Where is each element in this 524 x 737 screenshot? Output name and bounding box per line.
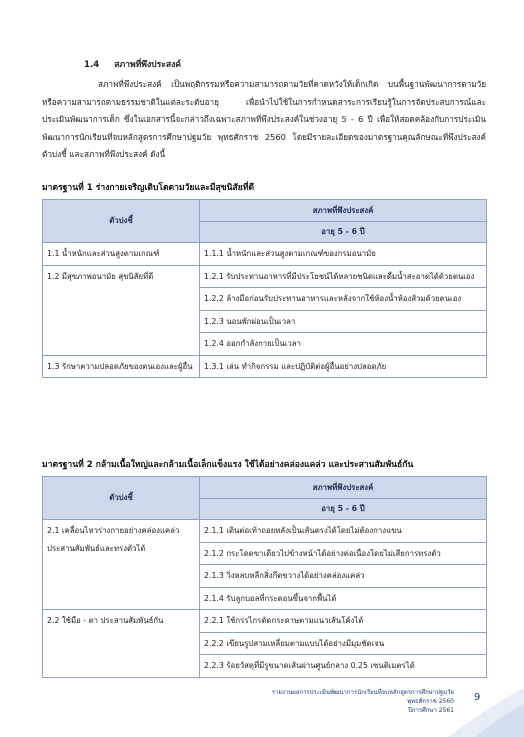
desired-cell: 2.1.2 กระโดดขาเดียวไปข้างหน้าได้อย่างต่อเนื่องโดยไม่เสียการทรงตัว [200,542,487,565]
page-number: 9 [474,692,481,703]
standard1-table [42,199,487,378]
header-desired: สภาพที่พึงประสงค์ [200,200,487,222]
desired-cell: 1.2.3 นอนพักผ่อนเป็นเวลา [200,310,487,333]
desired-cell: 2.2.2 เขียนรูปสามเหลี่ยมตามแบบได้อย่างมีมุมชัดเจน [200,632,487,655]
section-title: สภาพที่พึงประสงค์ [114,60,182,70]
paragraph-text: สภาพที่พึงประสงค์ เป็นพฤติกรรมหรือความสามารถตามวัยที่คาดหวังให้เด็กเกิด บนพื้นฐานพัฒนาการตามวัยหรือความสามารถตามธรรมชาติในแต่ละระดับอายุ เพื่อนำไปใช้ในการกำหนดสาระการเรียนรู้ในการจัดประสบการณ์และประเมินพัฒนาการเด็ก ซึ่งในเอกสารนี้จะกล่าวถึงเฉพาะสภาพที่พึงประสงค์ในช่วงอายุ 5 - 6 ปี เพื่อให้สอดคล้องกับการประเมินพัฒนาการนักเรียนที่จบหลักสูตรการศึกษาปฐมวัย พุทธศักราช 2560 โดยมีรายละเอียดของมาตรฐานคุณลักษณะที่พึงประสงค์ ตัวบ่งชี้ และสภาพที่พึงประสงค์ ดังนี้ [42,79,486,160]
indicator-cell: 1.2 มีสุขภาพอนามัย สุขนิสัยที่ดี [43,265,200,355]
desired-cell: 2.1.4 รับลูกบอลที่กระดอนขึ้นจากพื้นได้ [200,587,487,610]
desired-cell: 2.2.1 ใช้กรรไกรตัดกระดาษตามแนวเส้นโค้งได้ [200,610,487,633]
table-row [43,243,487,266]
header-indicator: ตัวบ่งชี้ [43,200,200,243]
section-heading [84,57,181,71]
table-row [43,355,487,378]
header-age: อายุ 5 - 6 ปี [200,499,487,520]
header-desired: สภาพที่พึงประสงค์ [200,477,487,499]
footer-line1: รายงานผลการประเมินพัฒนาการนักเรียนที่จบหลักสูตรการศึกษาปฐมวัย พุทธศักราช 2560 [271,689,454,705]
indicator-cell: 2.1 เคลื่อนไหวร่างกายอย่างคล่องแคล่ว ประสานสัมพันธ์และทรงตัวได้ [43,520,200,610]
header-age: อายุ 5 - 6 ปี [200,222,487,243]
desired-cell: 1.2.1 รับประทานอาหารที่มีประโยชน์ได้หลายชนิดและดื่มน้ำสะอาดได้ด้วยตนเอง [200,265,487,288]
indicator-cell: 1.3 รักษาความปลอดภัยของตนเองและผู้อื่น [43,355,200,378]
indicator-cell: 2.2 ใช้มือ - ตา ประสานสัมพันธ์กัน [43,610,200,678]
header-indicator: ตัวบ่งชี้ [43,477,200,520]
desired-cell: 1.1.1 น้ำหนักและส่วนสูงตามเกณฑ์ของกรมอนามัย [200,243,487,266]
table-row [43,265,487,288]
section-number: 1.4 [84,60,100,70]
desired-cell: 2.2.3 ร้อยวัสดุที่มีรูขนาดเส้นผ่านศูนย์กลาง 0.25 เซนติเมตรได้ [200,655,487,678]
table-row [43,520,487,543]
desired-cell: 1.2.2 ล้างมือก่อนรับประทานอาหารและหลังจากใช้ห้องน้ำห้องส้วมด้วยตนเอง [200,288,487,311]
standard1-title: มาตรฐานที่ 1 ร่างกายเจริญเติบโตตามวัยและมีสุขนิสัยที่ดี [42,183,255,193]
table-row [43,610,487,633]
page-footer [250,688,454,715]
standard2-title: มาตรฐานที่ 2 กล้ามเนื้อใหญ่และกล้ามเนื้อเล็กแข็งแรง ใช้ได้อย่างคล่องแคล่ว และประสานสัมพันธ์กัน [42,460,414,470]
footer-line2: ปีการศึกษา 2561 [408,707,454,714]
standard2-table [42,476,487,678]
desired-cell: 2.1.3 วิ่งหลบหลีกสิ่งกีดขวางได้อย่างคล่องแคล่ว [200,565,487,588]
section-paragraph [42,76,486,164]
desired-cell: 2.1.1 เดินต่อเท้าถอยหลังเป็นเส้นตรงได้โดยไม่ต้องกางแขน [200,520,487,543]
indicator-cell: 1.1 น้ำหนักและส่วนสูงตามเกณฑ์ [43,243,200,266]
desired-cell: 1.3.1 เล่น ทำกิจกรรม และปฏิบัติต่อผู้อื่นอย่างปลอดภัย [200,355,487,378]
desired-cell: 1.2.4 ออกกำลังกายเป็นเวลา [200,333,487,356]
